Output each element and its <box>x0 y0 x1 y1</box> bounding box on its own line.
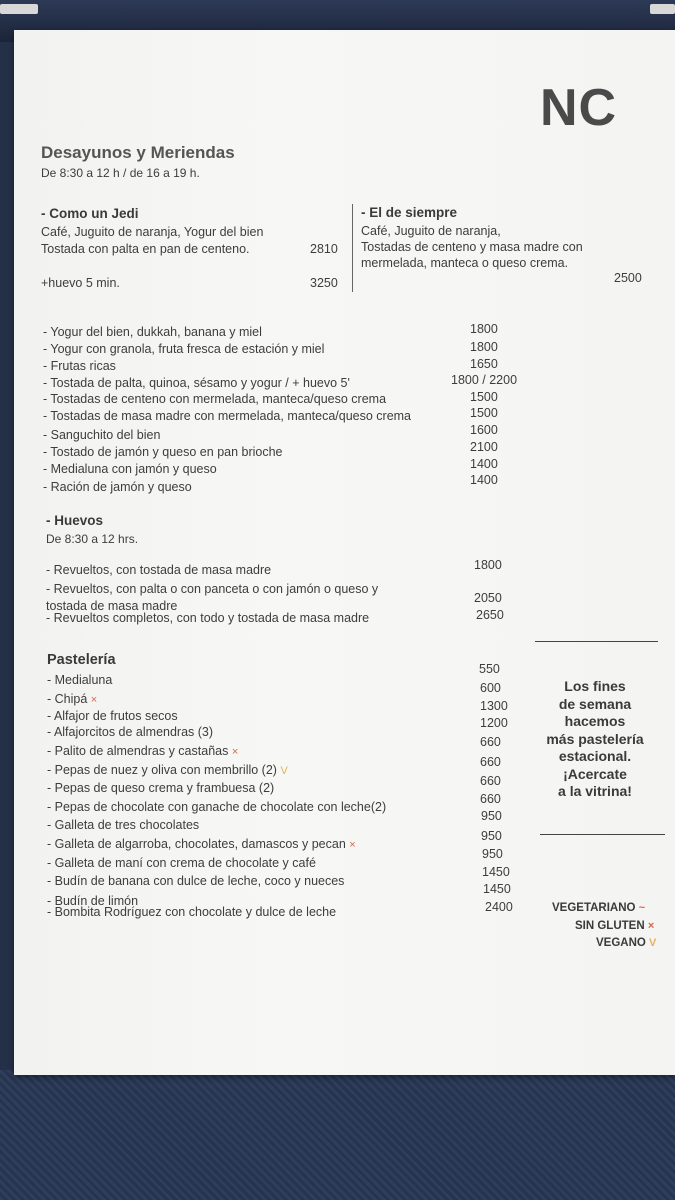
pasteleria-title: Pastelería <box>47 652 116 668</box>
pasteleria-item <box>47 744 238 758</box>
huevos-item-price: 2650 <box>476 608 504 622</box>
combo-siempre-title: - El de siempre <box>361 205 458 220</box>
pasteleria-item-name: - Budín de limón <box>47 894 139 908</box>
huevos-item: - Revueltos, con tostada de masa madre <box>46 563 272 577</box>
promo-line: de semana <box>558 695 632 712</box>
menu-item: - Frutas ricas <box>43 359 116 373</box>
pasteleria-item-price: 950 <box>481 809 502 823</box>
combo-siempre-line: Tostadas de centeno y masa madre con <box>361 240 583 254</box>
combo-siempre-price: 2500 <box>614 271 642 285</box>
promo-line: Los fines <box>564 678 626 694</box>
pasteleria-item-price: 1300 <box>480 699 508 713</box>
promo-line: hacemos <box>564 713 626 729</box>
pasteleria-item <box>47 709 178 723</box>
combo-jedi-extra-price: 3250 <box>310 276 338 290</box>
legend-label: SIN GLUTEN <box>575 920 645 932</box>
pasteleria-item-name: - Budín de banana con dulce de leche, coco y nueces <box>47 874 345 888</box>
logo: NC <box>540 79 618 137</box>
legend-vegetariano <box>552 902 645 914</box>
column-divider <box>352 204 353 292</box>
promo-line: a la vitrina! <box>558 783 632 799</box>
pasteleria-item-name: - Pepas de nuez y oliva con membrillo (2) <box>47 763 277 777</box>
menu-item-price: 1800 <box>470 322 498 336</box>
pasteleria-item <box>47 874 344 888</box>
legend-sin-gluten <box>575 920 654 932</box>
pasteleria-item-name: - Chipá <box>47 692 88 706</box>
pasteleria-item <box>47 763 288 777</box>
huevos-item: - Revueltos, con palta o con panceta o con jamón o queso y <box>46 582 379 596</box>
pasteleria-item-price: 660 <box>480 792 501 806</box>
pasteleria-item-price: 600 <box>480 681 501 695</box>
pasteleria-item-price: 2400 <box>485 900 513 914</box>
gluten-free-mark: × <box>90 694 98 706</box>
menu-item-price: 1650 <box>470 357 498 371</box>
pasteleria-item <box>47 856 316 870</box>
menu-item-price: 1500 <box>470 390 498 404</box>
pasteleria-item <box>47 692 97 706</box>
menu-item-price: 1400 <box>470 457 498 471</box>
pasteleria-item-price: 660 <box>480 755 501 769</box>
menu-item: - Tostada de palta, quinoa, sésamo y yogur / + huevo 5' <box>43 376 350 390</box>
huevos-title: - Huevos <box>46 513 104 528</box>
pasteleria-item-price: 1200 <box>480 716 508 730</box>
pasteleria-item-name: - Galleta de tres chocolates <box>47 818 200 832</box>
pasteleria-item <box>47 818 199 832</box>
combo-jedi-line: Café, Juguito de naranja, Yogur del bien <box>41 225 264 239</box>
promo-line: ¡Acercate <box>563 765 627 782</box>
pasteleria-item-price: 660 <box>480 735 501 749</box>
pasteleria-item <box>47 800 386 814</box>
promo-divider-top <box>535 641 658 642</box>
binder-ring <box>650 4 675 14</box>
legend-vegano <box>596 937 656 949</box>
vegan-mark: V <box>280 765 288 777</box>
huevos-schedule: De 8:30 a 12 hrs. <box>46 532 139 546</box>
menu-item-price: 1600 <box>470 423 498 437</box>
pasteleria-item-price: 950 <box>481 829 502 843</box>
vegetarian-mark: ~ <box>638 902 646 914</box>
menu-item-price: 1400 <box>470 473 498 487</box>
menu-item: - Tostadas de masa madre con mermelada, manteca/queso crema <box>43 409 412 423</box>
combo-jedi-title: - Como un Jedi <box>41 206 139 221</box>
menu-item-price: 1800 <box>470 340 498 354</box>
vegan-mark: V <box>649 937 657 949</box>
pasteleria-item-price: 1450 <box>483 882 511 896</box>
pasteleria-item-price: 950 <box>482 847 503 861</box>
huevos-item-price: 2050 <box>474 591 502 605</box>
pasteleria-item-name: - Bombita Rodríguez con chocolate y dulce de leche <box>47 905 337 919</box>
menu-item: - Ración de jamón y queso <box>43 480 192 494</box>
pasteleria-item-name: - Alfajorcitos de almendras (3) <box>47 725 214 739</box>
pasteleria-item-name: - Pepas de queso crema y frambuesa (2) <box>47 781 275 795</box>
pasteleria-item-name: - Palito de almendras y castañas <box>47 744 229 758</box>
schedule: De 8:30 a 12 h / de 16 a 19 h. <box>41 166 200 180</box>
promo-line: más pastelería <box>546 730 644 747</box>
huevos-item-price: 1800 <box>474 558 502 572</box>
pasteleria-item-name: - Galleta de maní con crema de chocolate y café <box>47 856 316 870</box>
binder-ring <box>0 4 38 14</box>
promo-divider-bottom <box>540 834 665 835</box>
menu-item: - Tostadas de centeno con mermelada, manteca/queso crema <box>43 392 387 406</box>
menu-item: - Medialuna con jamón y queso <box>43 462 217 476</box>
gluten-free-mark: × <box>349 839 356 851</box>
menu-item: - Yogur del bien, dukkah, banana y miel <box>43 325 262 339</box>
huevos-item-line2: tostada de masa madre <box>46 599 178 613</box>
menu-item: - Yogur con granola, fruta fresca de estación y miel <box>43 342 325 356</box>
promo-text <box>540 678 650 801</box>
combo-siempre-line: mermelada, manteca o queso crema. <box>361 256 569 270</box>
legend-label: VEGETARIANO <box>552 902 636 914</box>
gluten-free-mark: × <box>231 746 239 758</box>
menu-item-price: 1800 / 2200 <box>451 373 518 387</box>
pasteleria-item <box>47 781 274 795</box>
combo-jedi-price: 2810 <box>310 242 338 256</box>
pasteleria-item-price: 550 <box>479 662 500 676</box>
pasteleria-item-price: 1450 <box>482 865 510 879</box>
pasteleria-item <box>47 673 112 687</box>
combo-jedi-line: Tostada con palta en pan de centeno. <box>41 242 250 256</box>
pasteleria-item-name: - Medialuna <box>47 673 113 687</box>
pasteleria-item-name: - Pepas de chocolate con ganache de chocolate con leche(2) <box>47 800 387 814</box>
fabric-background <box>0 1070 675 1200</box>
section-title: Desayunos y Meriendas <box>41 143 235 162</box>
menu-item: - Sanguchito del bien <box>43 428 161 442</box>
gluten-free-mark: × <box>647 920 655 932</box>
menu-item: - Tostado de jamón y queso en pan brioche <box>43 445 283 459</box>
menu-item-price: 2100 <box>470 440 498 454</box>
pasteleria-item <box>47 837 356 851</box>
legend-label: VEGANO <box>596 937 646 949</box>
combo-siempre-line: Café, Juguito de naranja, <box>361 224 501 238</box>
promo-line: estacional. <box>558 748 632 764</box>
huevos-item: - Revueltos completos, con todo y tostada de masa madre <box>46 611 370 625</box>
pasteleria-item-name: - Galleta de algarroba, chocolates, damascos y pecan <box>47 837 346 851</box>
pasteleria-item-price: 660 <box>480 774 501 788</box>
combo-jedi-extra: +huevo 5 min. <box>41 276 120 290</box>
pasteleria-item <box>47 725 213 739</box>
pasteleria-item <box>47 905 336 919</box>
pasteleria-item-name: - Alfajor de frutos secos <box>47 709 178 723</box>
menu-item-price: 1500 <box>470 406 498 420</box>
